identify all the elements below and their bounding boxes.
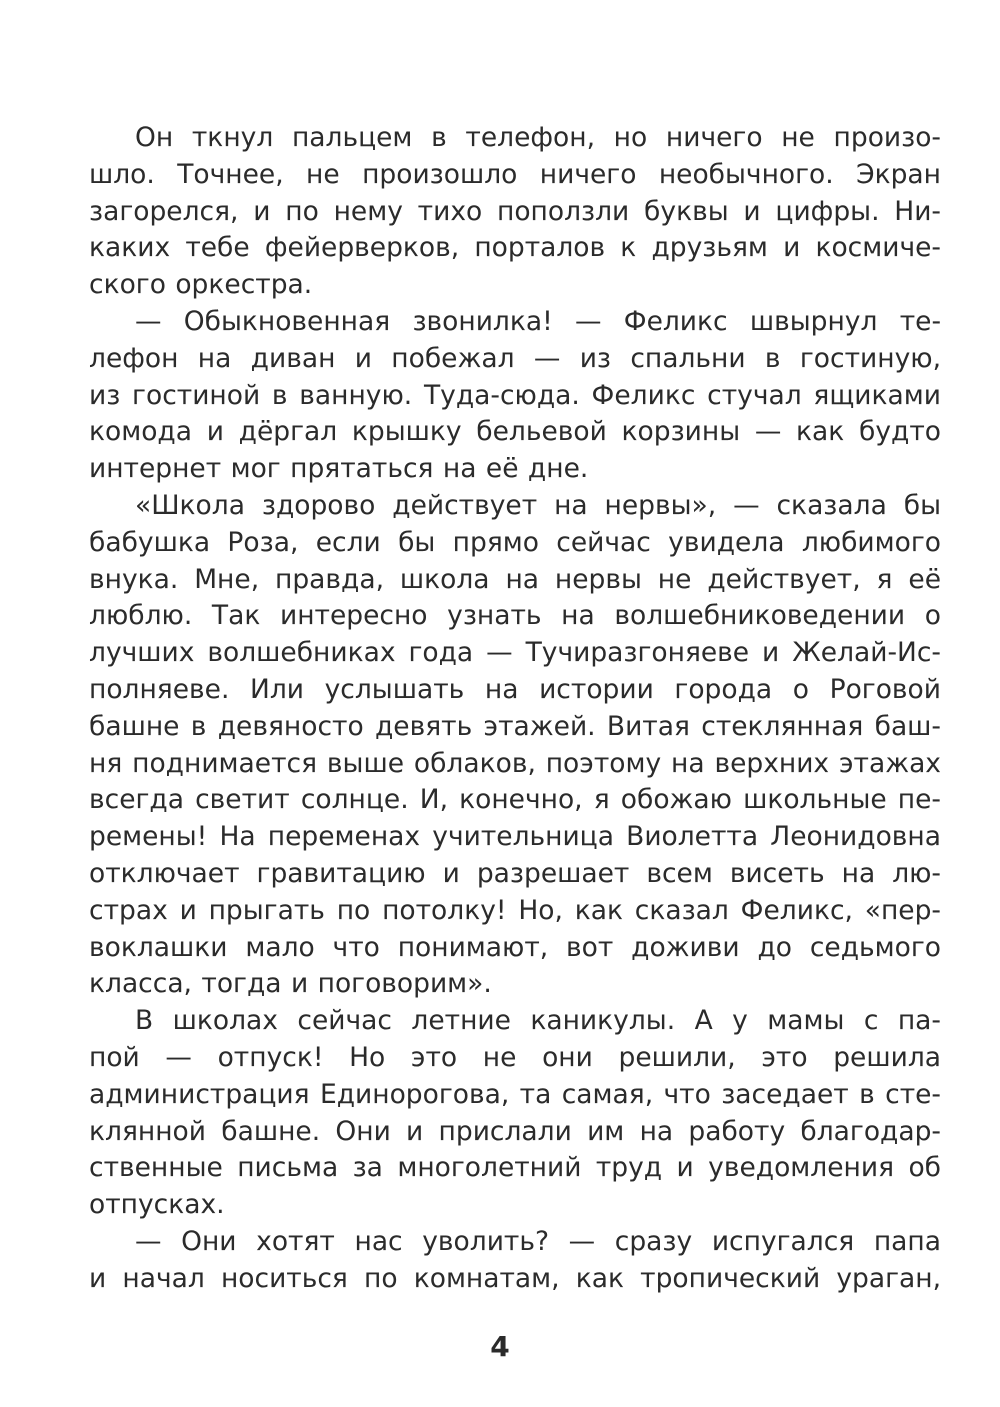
text-line: люблю. Так интересно узнать на волшебниковедении о [89,600,941,632]
text-line: администрация Единорогова, та самая, что заседает в сте- [89,1078,941,1110]
paragraph [89,304,941,488]
text-line: каких тебе фейерверков, порталов к друзьям и космиче- [89,232,941,264]
text-line: лучших волшебниках года — Тучиразгоняеве и Желай-Ис- [89,637,941,669]
text-line: класса, тогда и поговорим». [89,968,492,1000]
paragraph [89,120,941,304]
text-line: внука. Мне, правда, школа на нервы не действует, я её [89,563,941,595]
page-number: 4 [490,1330,510,1363]
text-line: шло. Точнее, не произошло ничего необычного. Экран [89,158,941,190]
text-line: из гостиной в ванную. Туда-сюда. Феликс стучал ящиками [89,379,941,411]
text-line: воклашки мало что понимают, вот доживи до седьмого [89,931,941,963]
paragraph [89,1003,941,1224]
text-line: бабушка Роза, если бы прямо сейчас увидела любимого [89,526,941,558]
text-line: ремены! На переменах учительница Виолетта Леонидовна [89,821,941,853]
text-line: башне в девяносто девять этажей. Витая стеклянная баш- [89,710,941,742]
text-line: В школах сейчас летние каникулы. А у мамы с па- [135,1005,941,1037]
text-line: клянной башне. Они и прислали им на работу благодар- [89,1115,941,1147]
text-line: отключает гравитацию и разрешает всем висеть на лю- [89,857,941,889]
text-line: ня поднимается выше облаков, поэтому на верхних этажах [89,747,941,779]
text-line: интернет мог прятаться на её дне. [89,453,589,485]
text-line: лефон на диван и побежал — из спальни в гостиную, [89,342,941,374]
text-line: ственные письма за многолетний труд и уведомления об [89,1152,941,1184]
text-line: ского оркестра. [89,269,313,301]
text-line: Он ткнул пальцем в телефон, но ничего не произо- [135,122,941,153]
paragraph [89,1224,941,1298]
paragraph [89,488,941,1003]
text-line: — Обыкновенная звонилка! — Феликс швырнул те- [135,305,941,337]
text-line: загорелся, и по нему тихо поползли буквы и цифры. Ни- [89,195,941,227]
text-line: — Они хотят нас уволить? — сразу испугался папа [135,1225,941,1257]
text-line: полняеве. Или услышать на истории города о Роговой [89,673,941,705]
text-line: отпусках. [89,1189,225,1221]
text-line: пой — отпуск! Но это не они решили, это решила [89,1041,941,1073]
text-line: и начал носиться по комнатам, как тропический ураган, [89,1262,941,1294]
text-line: комода и дёргал крышку бельевой корзины — как будто [89,416,941,448]
page-body [89,120,941,1298]
text-line: всегда светит солнце. И, конечно, я обожаю школьные пе- [89,784,941,816]
text-line: «Школа здорово действует на нервы», — сказала бы [135,489,941,521]
text-line: страх и прыгать по потолку! Но, как сказал Феликс, «пер- [89,894,941,926]
